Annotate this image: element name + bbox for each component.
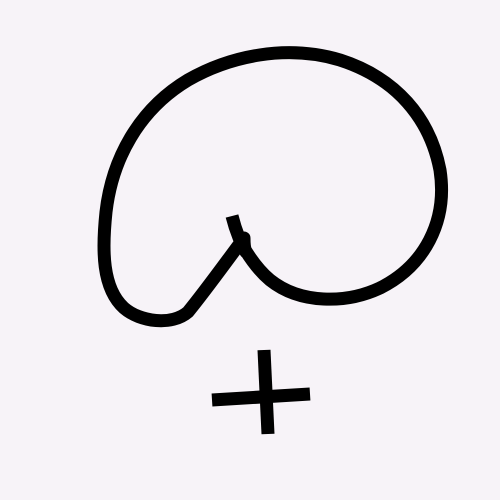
heart-shaped-loop — [104, 53, 442, 321]
plus-sign-vertical — [264, 350, 268, 434]
